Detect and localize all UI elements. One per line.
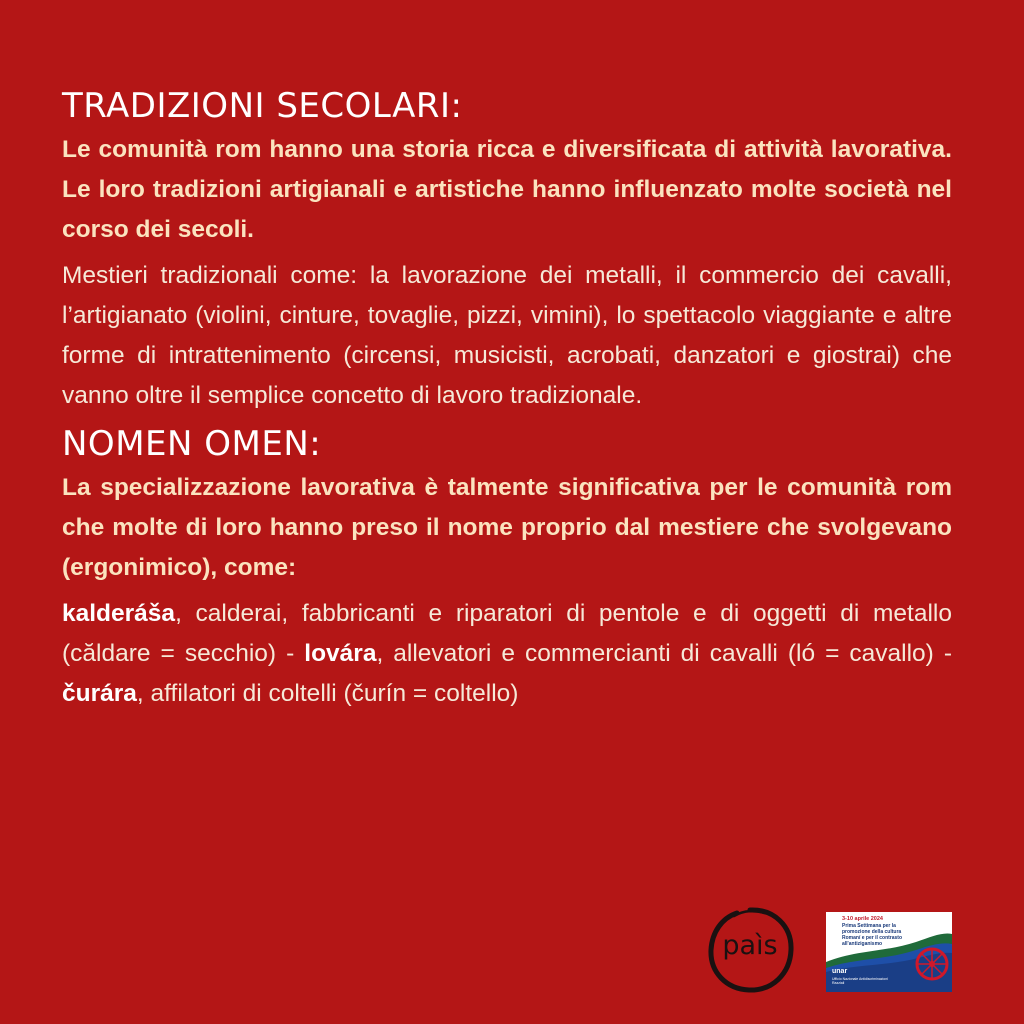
section-heading-tradizioni: TRADIZIONI SECOLARI: <box>62 86 463 126</box>
pais-logo <box>704 904 796 996</box>
term-kalderasa: kalderáša <box>62 600 176 627</box>
text-lovara: , allevatori e commercianti di cavalli (ló = cavallo) - <box>376 640 952 667</box>
text-curara: , affilatori di coltelli (čurín = coltello) <box>136 680 519 707</box>
text-kalderasa: , calderai, fabbricanti e riparatori di pentole e di oggetti di metallo (căldare = secchio) - <box>62 600 952 667</box>
term-lovara: lovára <box>304 640 377 667</box>
section-lead-nomen-omen: La specializzazione lavorativa è talmente significativa per le comunità rom che molte di loro hanno preso il nome proprio dal mestiere che svolgevano (ergonimico), come: <box>62 474 952 581</box>
poster-date: 3-10 aprile 2024 <box>842 916 883 922</box>
pais-logo-text: paìs <box>722 930 778 961</box>
event-poster-logo <box>826 912 952 992</box>
term-curara: čurára <box>62 680 137 707</box>
content <box>62 84 952 720</box>
section-body-nomen-omen <box>62 594 952 714</box>
poster-org-sub: Ufficio Nazionale Antidiscriminazioni Razziali <box>832 977 888 985</box>
poster-org: unar <box>832 968 848 975</box>
poster-title: Prima Settimana per la promozione della cultura Romaní e per il contrasto all'antiziganismo <box>842 923 903 947</box>
section-heading-nomen-omen: NOMEN OMEN: <box>62 424 322 464</box>
section-lead-tradizioni: Le comunità rom hanno una storia ricca e diversificata di attività lavorativa. Le loro tradizioni artigianali e artistiche hanno influenzato molte società nel corso dei secoli. <box>62 136 952 243</box>
section-body-tradizioni: Mestieri tradizionali come: la lavorazione dei metalli, il commercio dei cavalli, l’artigianato (violini, cinture, tovaglie, pizzi, vimini), lo spettacolo viaggiante e altre forme di intrattenimento (circensi, musicisti, acrobati, danzatori e giostrai) che vanno oltre il semplice concetto di lavoro tradizionale. <box>62 262 952 409</box>
